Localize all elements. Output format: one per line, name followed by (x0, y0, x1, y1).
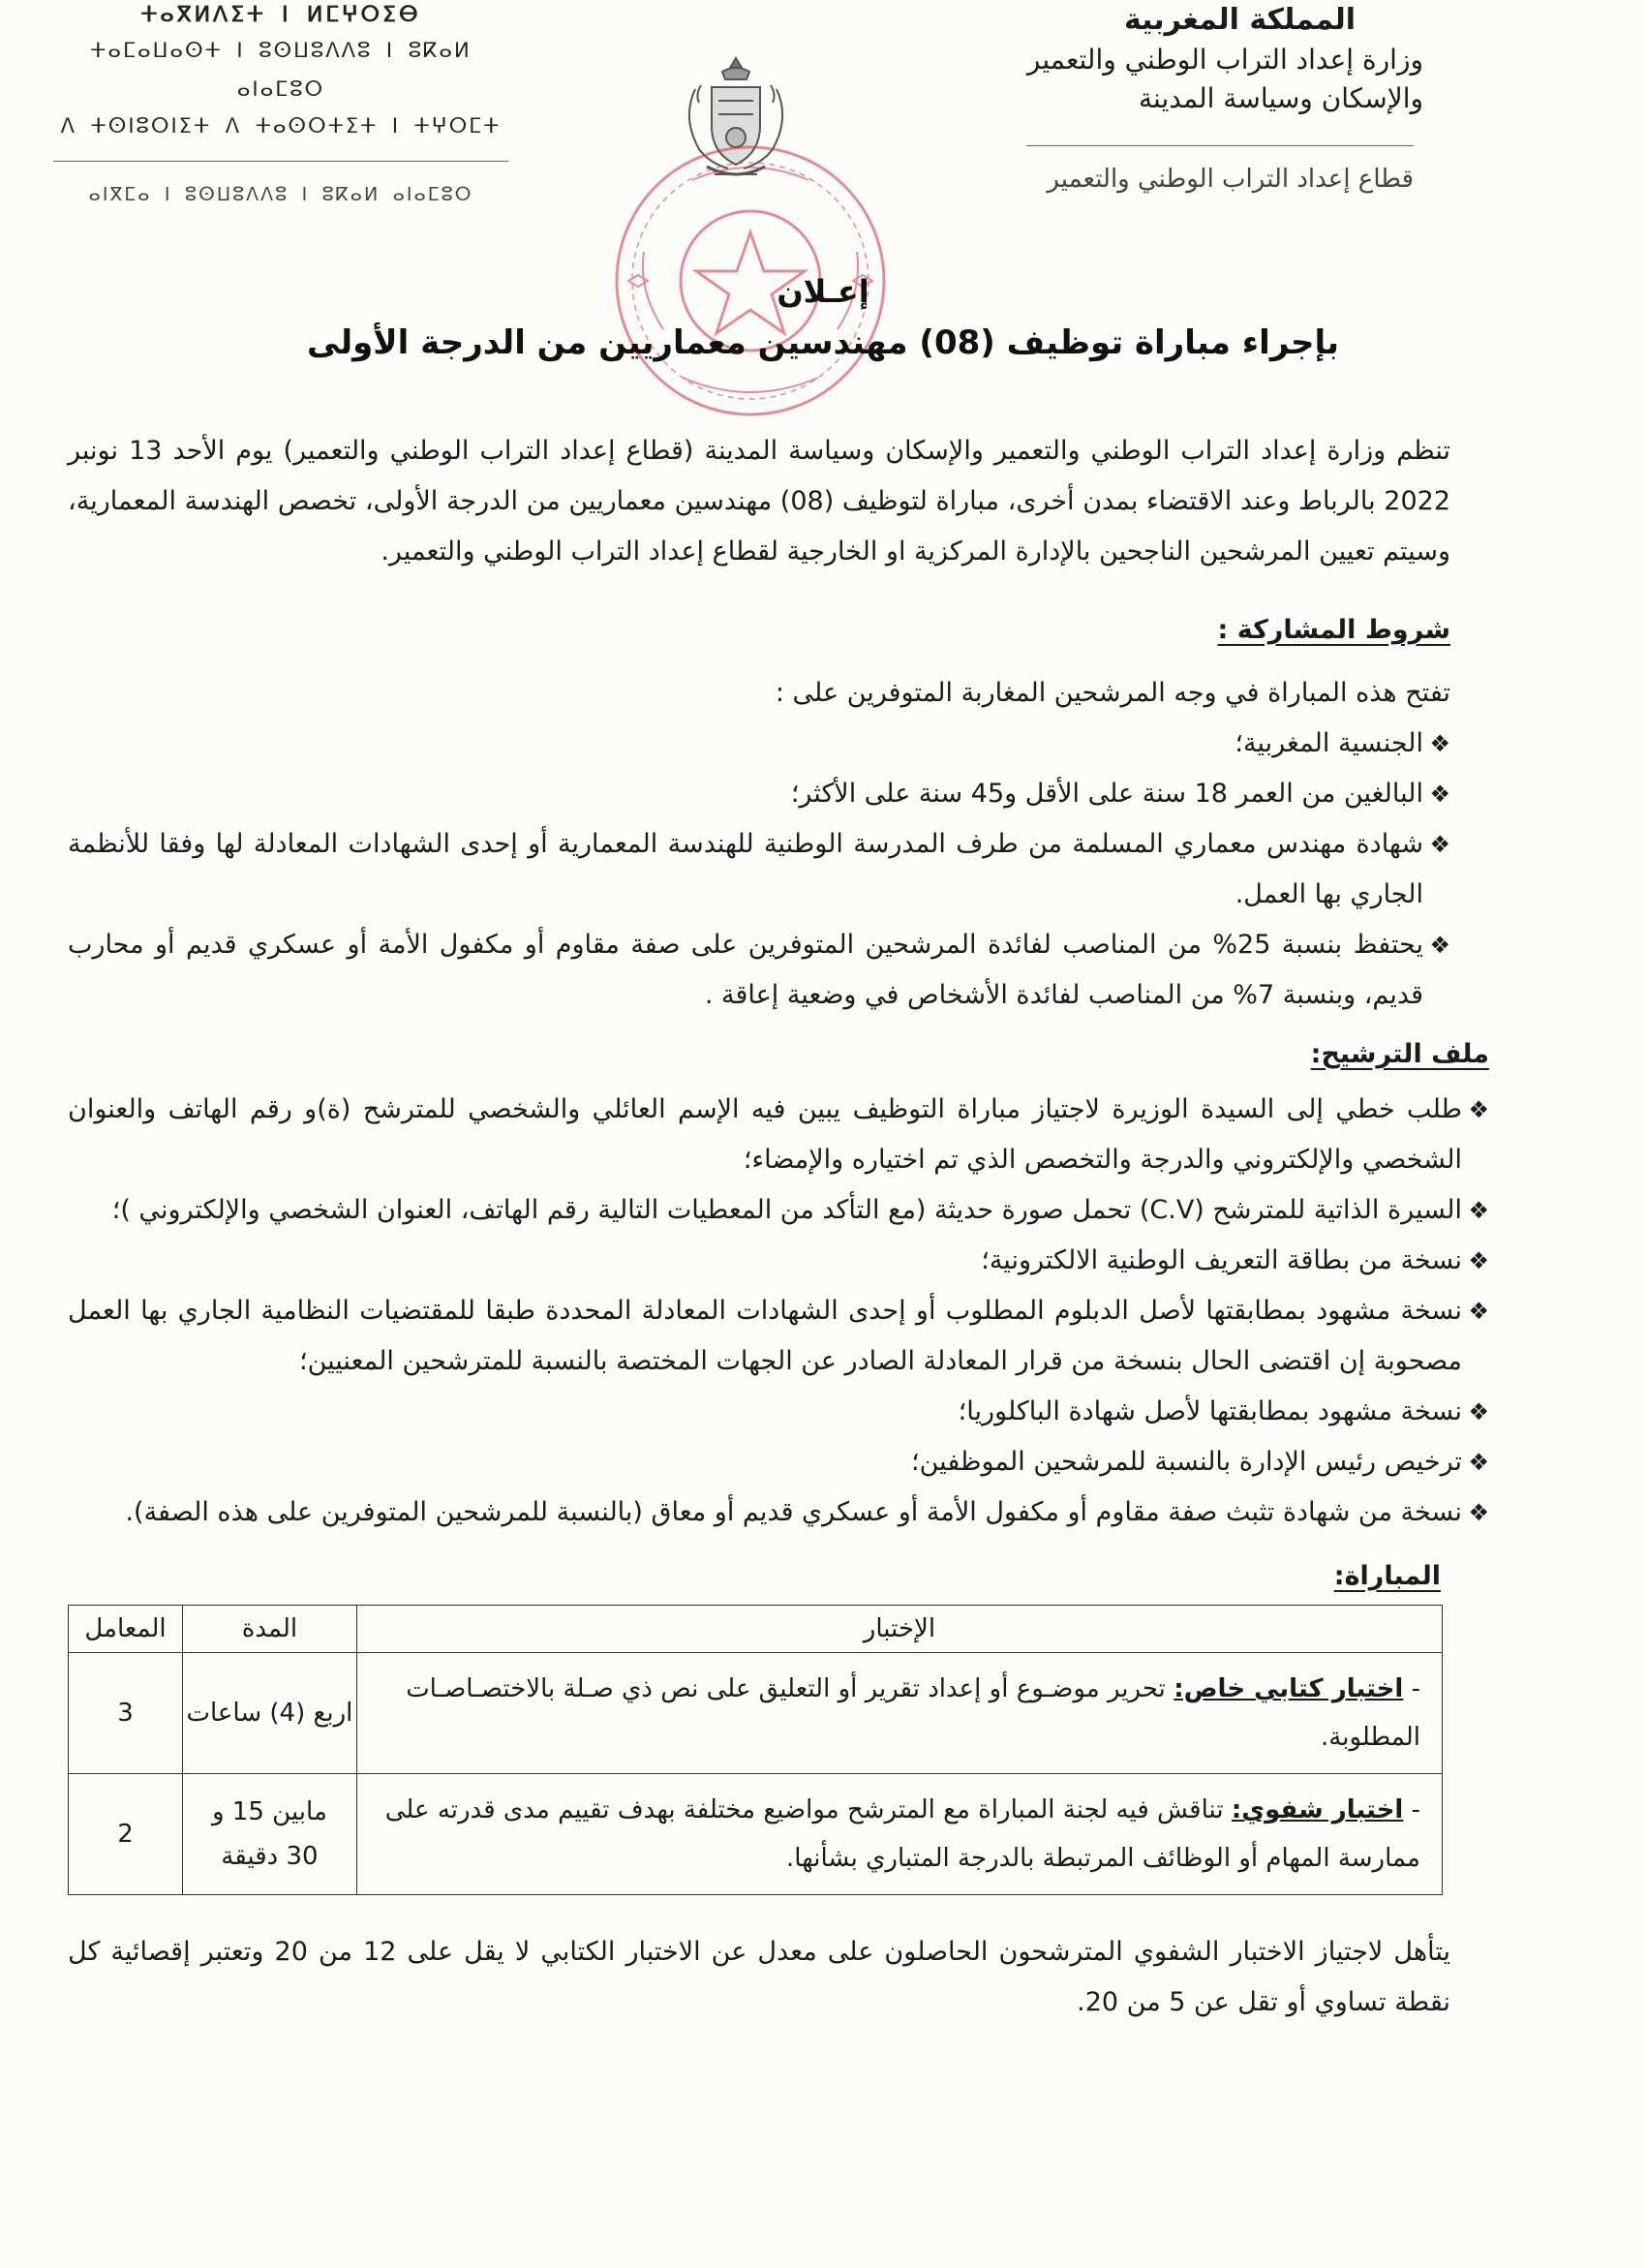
written-test-label: اختبار كتابي خاص: (1174, 1674, 1404, 1703)
announcement-subject: بإجراء مباراة توظيف (08) مهندسين معماريين من الدرجة الأولى (306, 323, 1340, 362)
bullet-icon: ❖ (1468, 1096, 1489, 1123)
oral-test-description: تناقش فيه لجنة المباراة مع المترشح مواضيع مختلفة بهدف تقييم مدى قدرته على ممارسة المهام أو الوظائف المرتبطة بالدرجة المتباري بشأنها. (384, 1795, 1420, 1873)
list-item: ❖ نسخة مشهود بمطابقتها لأصل الدبلوم المطلوب أو إحدى الشهادات المعادلة المحددة طبقا للمقتضيات النظامية الجاري بها العمل مصحوبة إن اقتضى الحال بنسخة من قرار المعادلة الصادر عن الجهات المختصة بالنسبة للمترشحين المعنيين؛ (68, 1286, 1489, 1387)
conditions-lead: تفتح هذه المباراة في وجه المرشحين المغاربة المتوفرين على : (775, 678, 1450, 708)
bullet-icon: ❖ (1468, 1247, 1489, 1274)
file-heading: ملف الترشيح: (1310, 1039, 1489, 1069)
list-item: ❖ البالغين من العمر 18 سنة على الأقل و45 سنة على الأكثر؛ (68, 769, 1450, 819)
list-item: ❖ ترخيص رئيس الإدارة بالنسبة للمرشحين الموظفين؛ (68, 1437, 1489, 1487)
ministry-name-line2: والإسكان وسياسة المدينة (1139, 82, 1423, 114)
exam-table (68, 1605, 1443, 1895)
bullet-icon: ❖ (1468, 1298, 1489, 1325)
table-row (69, 1774, 1443, 1895)
tifinagh-letterhead (53, 0, 508, 214)
arabic-letterhead (1017, 0, 1423, 199)
ministry-name-line1: وزارة إعداد التراب الوطني والتعمير (1026, 44, 1423, 76)
column-header-test: الإختبار (356, 1606, 1442, 1653)
written-test-description: تحرير موضـوع أو إعداد تقرير أو التعليق على نص ذي صـلة بالاختصـاصـات المطلوبة. (406, 1674, 1420, 1752)
bullet-icon: ❖ (1429, 781, 1450, 808)
list-item: ❖ الجنسية المغربية؛ (68, 719, 1450, 769)
column-header-coefficient: المعامل (69, 1606, 183, 1653)
conditions-heading: شروط المشاركة : (1217, 615, 1450, 645)
conditions-list (68, 668, 1450, 1021)
table-header-row (69, 1606, 1443, 1653)
list-item: ❖ طلب خطي إلى السيدة الوزيرة لاجتياز مباراة التوظيف يبين فيه الإسم العائلي والشخصي للمترشح (ة)و رقم الهاتف والعنوان الشخصي والإلكتروني والدرجة والتخصص الذي تم اختياره والإمضاء؛ (68, 1085, 1489, 1185)
sector-name: قطاع إعداد التراب الوطني والتعمير (1026, 145, 1414, 199)
tifinagh-ministry-line2: ⴷ ⵜⵙⵏⵓⵔⵏⵉⵜ ⴷ ⵜⴰⵙⵔⵜⵉⵜ ⵏ ⵜⵖⵔⵎⵜ (53, 108, 508, 162)
list-item: ❖ السيرة الذاتية للمترشح (C.V) تحمل صورة حديثة (مع التأكد من المعطيات التالية رقم الهاتف، العنوان الشخصي والإلكتروني )؛ (68, 1185, 1489, 1236)
oral-test-cell: - اختبار شفوي: تناقش فيه لجنة المباراة مع المترشح مواضيع مختلفة بهدف تقييم مدى قدرته على ممارسة المهام أو الوظائف المرتبطة بالدرجة المتباري بشأنها. (356, 1774, 1442, 1895)
oral-test-duration: مابين 15 و 30 دقيقة (182, 1774, 356, 1895)
list-item: ❖ نسخة من بطاقة التعريف الوطنية الالكترونية؛ (68, 1236, 1489, 1286)
bullet-icon: ❖ (1468, 1197, 1489, 1224)
list-item: ❖ نسخة من شهادة تثبث صفة مقاوم أو مكفول الأمة أو عسكري قديم أو معاق (بالنسبة للمرشحين المتوفرين على هذه الصفة). (68, 1487, 1489, 1538)
bullet-icon: ❖ (1429, 831, 1450, 858)
bullet-icon: ❖ (1468, 1398, 1489, 1425)
tifinagh-sector: ⴰⵏⴳⵎⴰ ⵏ ⵓⵙⵡⵓⴷⴷⵓ ⵏ ⵓⴽⴰⵍ ⴰⵏⴰⵎⵓⵔ (88, 184, 473, 205)
table-row (69, 1653, 1443, 1774)
kingdom-name: المملكة المغربية (1123, 3, 1356, 37)
announcement-title: إعـلان (777, 273, 869, 310)
closing-paragraph: يتأهل لاجتياز الاختبار الشفوي المترشحون الحاصلون على معدل عن الاختبار الكتابي لا يقل على 12 من 20 وتعتبر إقصائية كل نقطة تساوي أو تقل عن 5 من 20. (68, 1937, 1450, 2017)
tifinagh-ministry-line1: ⵜⴰⵎⴰⵡⴰⵙⵜ ⵏ ⵓⵙⵡⵓⴷⴷⵓ ⵏ ⵓⴽⴰⵍ ⴰⵏⴰⵎⵓⵔ (90, 39, 472, 101)
bullet-icon: ❖ (1468, 1499, 1489, 1526)
oral-test-label: اختبار شفوي: (1231, 1795, 1404, 1824)
list-item: ❖ نسخة مشهود بمطابقتها لأصل شهادة الباكلوريا؛ (68, 1387, 1489, 1437)
list-item: ❖ يحتفظ بنسبة 25% من المناصب لفائدة المرشحين المتوفرين على صفة مقاوم أو مكفول الأمة أو عسكري قديم أو محارب قديم، وبنسبة 7% من المناصب لفائدة الأشخاص في وضعية إعاقة . (68, 920, 1450, 1021)
bullet-icon: ❖ (1468, 1449, 1489, 1476)
oral-test-coefficient: 2 (69, 1774, 183, 1895)
intro-paragraph: تنظم وزارة إعداد التراب الوطني والتعمير والإسكان وسياسة المدينة (قطاع إعداد التراب الوطني والتعمير) يوم الأحد 13 نونبر 2022 بالرباط وعند الاقتضاء بمدن أخرى، مباراة لتوظيف (08) مهندسين معماريين من الدرجة الأولى، تخصص الهندسة المعمارية، وسيتم تعيين المرشحين الناجحين بالإدارة المركزية او الخارجية لقطاع إعداد التراب الوطني والتعمير. (68, 436, 1450, 567)
column-header-duration: المدة (182, 1606, 356, 1653)
exam-heading: المباراة: (1333, 1561, 1441, 1591)
tifinagh-kingdom: ⵜⴰⴳⵍⴷⵉⵜ ⵏ ⵍⵎⵖⵔⵉⴱ (140, 3, 421, 27)
file-list (68, 1085, 1489, 1538)
written-test-duration: اربع (4) ساعات (182, 1653, 356, 1774)
written-test-cell: - اختبار كتابي خاص: تحرير موضـوع أو إعداد تقرير أو التعليق على نص ذي صـلة بالاختصـاصـات المطلوبة. (356, 1653, 1442, 1774)
bullet-icon: ❖ (1429, 932, 1450, 959)
written-test-coefficient: 3 (69, 1653, 183, 1774)
list-item: ❖ شهادة مهندس معماري المسلمة من طرف المدرسة الوطنية للهندسة المعمارية أو إحدى الشهادات المعادلة لها وفقا للأنظمة الجاري بها العمل. (68, 819, 1450, 920)
bullet-icon: ❖ (1429, 730, 1450, 757)
